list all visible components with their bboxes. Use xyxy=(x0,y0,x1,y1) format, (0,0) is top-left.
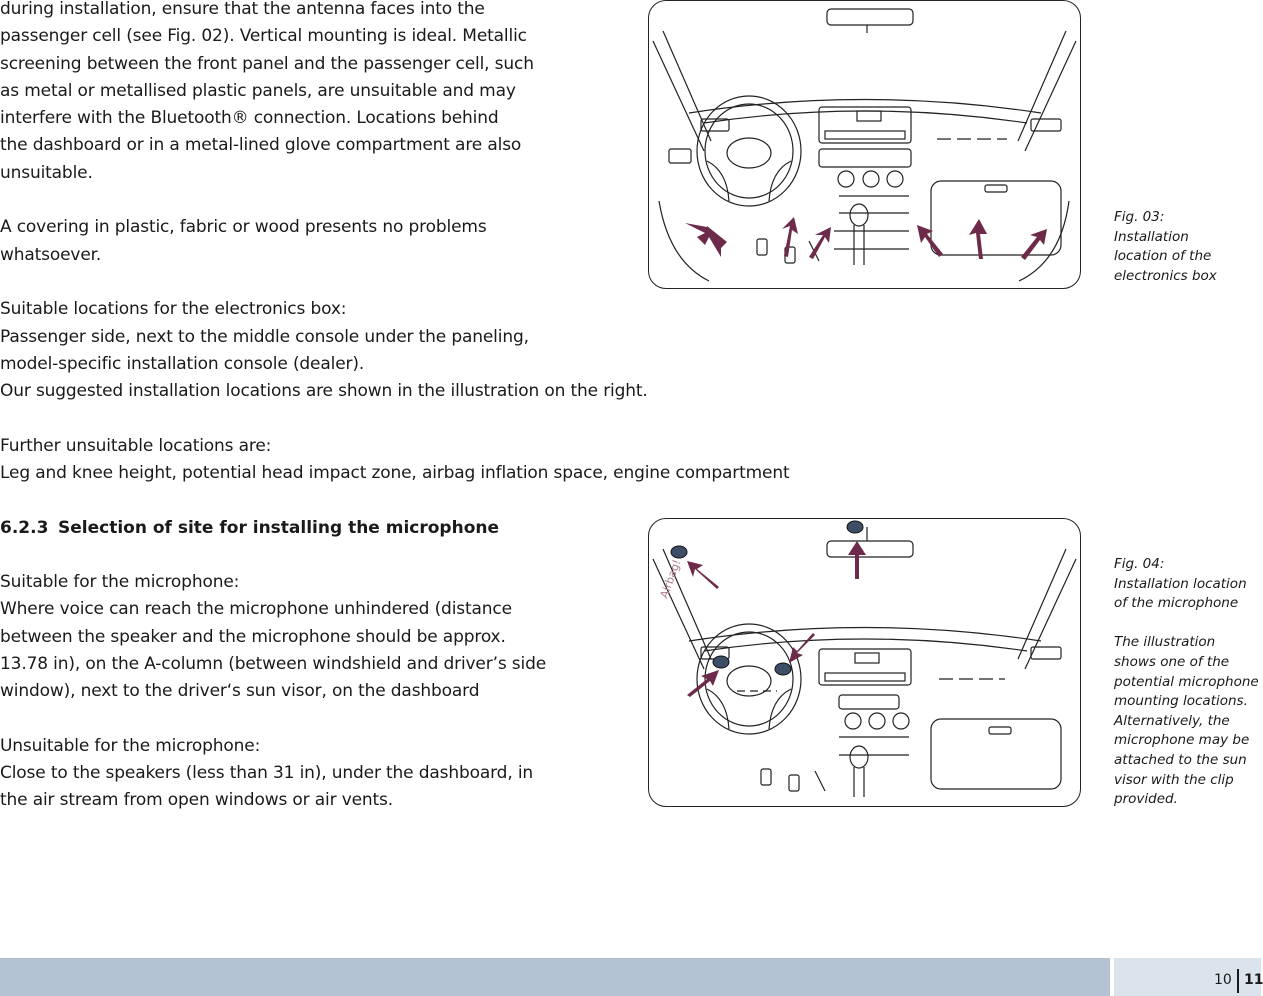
text-line: window), next to the driver‘s sun visor, on the dashboard xyxy=(0,681,480,702)
text-line: Passenger side, next to the middle console under the paneling, xyxy=(0,326,529,347)
text-line: the air stream from open windows or air vents. xyxy=(0,790,394,811)
microphone-icon-group xyxy=(671,521,863,675)
arrow-icon xyxy=(848,541,866,579)
gear-lever xyxy=(850,746,868,768)
text-line: the dashboard or in a metal-lined glove compartment are also xyxy=(0,135,522,156)
caption-line: Installation xyxy=(1114,228,1189,245)
steering-wheel xyxy=(697,96,801,206)
caption-line: Fig. 04: xyxy=(1114,556,1165,572)
caption-line: potential microphone xyxy=(1114,673,1259,690)
caption-line: location of the xyxy=(1114,248,1212,265)
car-dashboard-illustration xyxy=(649,1,1080,288)
text-line: interfere with the Bluetooth® connection. Locations behind xyxy=(0,108,499,129)
section-title: Selection of site for installing the microphone xyxy=(58,518,500,538)
text-line: Suitable locations for the electronics box: xyxy=(0,299,347,320)
text-line xyxy=(0,705,546,732)
airbag-label: Airbag! xyxy=(657,557,684,601)
rearview-mirror xyxy=(827,9,913,25)
figure-04-car-interior xyxy=(648,518,1081,807)
rearview-mirror xyxy=(827,541,913,557)
text-line: unsuitable. xyxy=(0,162,93,183)
text-line: as metal or metallised plastic panels, are unsuitable and may xyxy=(0,80,516,101)
caption-line: Alternatively, the xyxy=(1114,712,1230,729)
arrow-icon xyxy=(917,225,943,257)
arrow-icon xyxy=(685,223,727,257)
section-heading xyxy=(0,515,499,542)
text-line: during installation, ensure that the antenna faces into the xyxy=(0,0,485,19)
figure-03-car-interior xyxy=(648,0,1081,289)
glove-compartment xyxy=(931,719,1061,789)
caption-line: provided. xyxy=(1114,791,1178,808)
caption-line: attached to the sun xyxy=(1114,751,1247,768)
text-line: 13.78 in), on the A-column (between windshield and driver’s side xyxy=(0,653,547,674)
arrow-icon xyxy=(789,633,815,663)
text-line: Unsuitable for the microphone: xyxy=(0,735,261,756)
caption-line: The illustration xyxy=(1114,634,1216,651)
gear-lever xyxy=(850,204,868,226)
page-number-left: 10 xyxy=(1214,972,1232,988)
radio-unit xyxy=(819,649,911,685)
text-line: model-specific installation console (dealer). xyxy=(0,353,365,374)
text-line: Where voice can reach the microphone unhindered (distance xyxy=(0,599,512,620)
microphone-icon xyxy=(847,521,863,533)
body-text-section-2 xyxy=(0,569,546,815)
arrow-icon xyxy=(969,219,987,259)
caption-line: electronics box xyxy=(1114,267,1217,284)
caption-line: Installation location xyxy=(1114,575,1247,592)
caption-line: shows one of the xyxy=(1114,653,1230,670)
text-line: screening between the front panel and the passenger cell, such xyxy=(0,53,534,74)
section-number: 6.2.3 xyxy=(0,518,49,538)
car-dashboard-microphone-illustration xyxy=(649,519,1080,806)
text-line: A covering in plastic, fabric or wood presents no problems xyxy=(0,217,487,238)
footer-bar xyxy=(0,958,1110,996)
figure-04-caption xyxy=(1114,555,1259,810)
text-line xyxy=(0,405,789,432)
caption-line: mounting locations. xyxy=(1114,693,1248,710)
page-number-right: 11 xyxy=(1244,972,1263,988)
text-line: whatsoever. xyxy=(0,244,102,265)
text-line: Further unsuitable locations are: xyxy=(0,435,272,456)
caption-line: of the microphone xyxy=(1114,595,1239,612)
figure-03-caption xyxy=(1114,208,1217,286)
caption-line: visor with the clip xyxy=(1114,771,1234,788)
text-line: passenger cell (see Fig. 02). Vertical mounting is ideal. Metallic xyxy=(0,26,527,47)
text-line: between the speaker and the microphone should be approx. xyxy=(0,626,506,647)
arrow-icon xyxy=(687,561,719,589)
caption-line xyxy=(1114,614,1259,634)
microphone-icon xyxy=(671,546,687,558)
text-line: Close to the speakers (less than 31 in), under the dashboard, in xyxy=(0,763,534,784)
arrow-icon xyxy=(809,227,831,259)
microphone-icon xyxy=(713,656,729,668)
page-number-divider xyxy=(1237,969,1239,993)
microphone-icon xyxy=(775,663,791,675)
text-line: Our suggested installation locations are shown in the illustration on the right. xyxy=(0,381,648,402)
text-line: Suitable for the microphone: xyxy=(0,572,240,592)
radio-unit xyxy=(819,107,911,143)
caption-line: microphone may be xyxy=(1114,732,1250,749)
text-line: Leg and knee height, potential head impact zone, airbag inflation space, engine compartment xyxy=(0,463,790,484)
caption-line: Fig. 03: xyxy=(1114,209,1165,225)
arrow-icon-group xyxy=(685,217,1047,260)
